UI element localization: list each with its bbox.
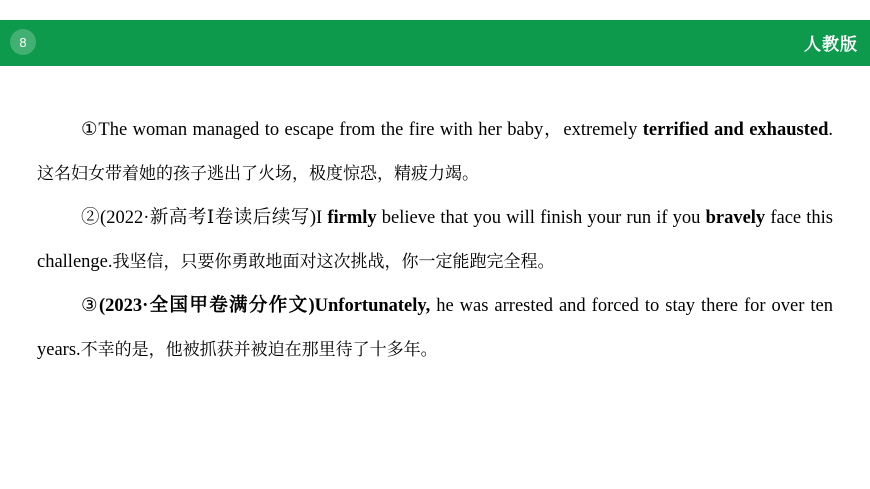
highlighted-word: firmly — [327, 208, 377, 228]
sentence-2 — [37, 196, 833, 284]
chinese-translation: 不幸的是，他被抓获并被迫在那里待了十多年。 — [80, 340, 438, 360]
example-sentences — [37, 108, 833, 372]
highlighted-word: Unfortunately, — [314, 296, 431, 316]
sentence-text: believe that you will finish your run if you — [376, 208, 706, 228]
sentence-number: ③ — [81, 296, 99, 316]
highlighted-phrase: terrified and exhausted — [642, 120, 829, 140]
highlighted-word: bravely — [705, 208, 766, 228]
sentence-3 — [37, 284, 833, 372]
sentence-text: I — [316, 208, 328, 228]
edition-label: 人教版 — [804, 35, 858, 55]
chinese-translation: 我坚信，只要你勇敢地面对这次挑战，你一定能跑完全程。 — [112, 252, 555, 272]
header-bar — [0, 20, 870, 66]
page-number-badge: 8 — [10, 29, 36, 55]
source-note: (2022·新高考Ⅰ卷读后续写) — [100, 208, 317, 228]
sentence-number: ② — [81, 208, 101, 228]
chinese-translation: 这名妇女带着她的孩子逃出了火场，极度惊恐，精疲力竭。 — [37, 164, 479, 184]
sentence-text: The woman managed to escape from the fire with her baby，extremely — [98, 120, 643, 140]
source-note: (2023·全国甲卷满分作文) — [98, 296, 315, 316]
sentence-number: ① — [81, 120, 99, 140]
sentence-text: face this challenge. — [37, 208, 833, 272]
sentence-text: . — [828, 120, 833, 140]
sentence-1 — [37, 108, 833, 196]
sentence-text: he was arrested and forced to stay there for over ten years. — [37, 296, 833, 360]
